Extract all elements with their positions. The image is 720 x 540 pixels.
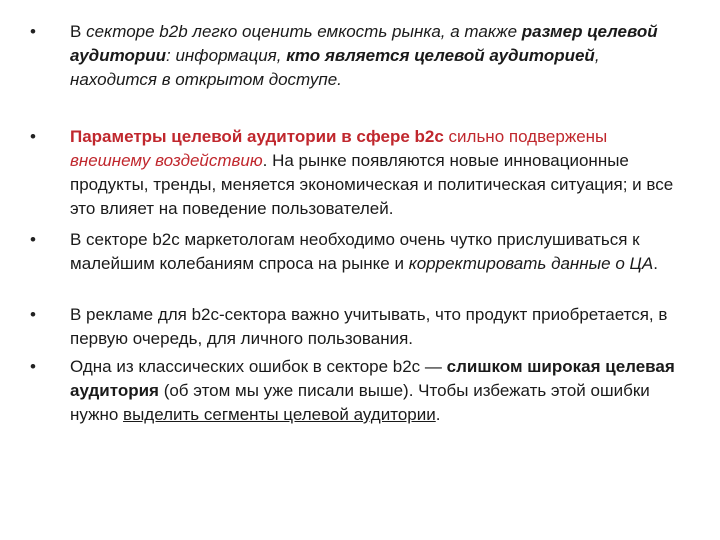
text-run: В (70, 22, 87, 41)
bullet-text (70, 20, 690, 92)
text-run-red-italic: внешнему воздействию (70, 151, 263, 170)
bullet-b2c-advertising (30, 303, 690, 351)
text-run-bold: слишком широкая целевая аудитория (70, 357, 675, 400)
text-run-red-bold: Параметры целевой аудитории в сфере b2c (70, 127, 444, 146)
bullet-text (70, 303, 690, 351)
text-run: . (653, 254, 658, 273)
text-run: В рекламе для b2c-сектора важно учитывать, что продукт приобретается, в первую очередь, для личного пользования. (70, 305, 668, 348)
bullet-text (70, 125, 690, 221)
bullet-b2c-parameters (30, 125, 690, 221)
text-run-bold-italic: кто является целевой аудиторией (286, 46, 595, 65)
bullet-dot: • (30, 22, 36, 41)
bullet-dot: • (30, 305, 36, 324)
text-run: Одна из классических ошибок в секторе b2c — (70, 357, 447, 376)
bullet-dot: • (30, 127, 36, 146)
bullet-dot: • (30, 357, 36, 376)
text-run: (об этом мы уже писали выше). Чтобы избежать этой ошибки нужно (70, 381, 650, 424)
text-run-underlined: выделить сегменты целевой аудитории (123, 405, 436, 424)
bullet-b2b-audience (30, 20, 690, 92)
text-run: . На рынке появляются новые инновационные продукты, тренды, меняется экономическая и политическая ситуация; и все это влияет на поведение пользователей. (70, 151, 674, 218)
text-run-italic: : информация, (166, 46, 287, 65)
text-run-bold-italic: размер целевой аудитории (70, 22, 658, 65)
bullet-text (70, 228, 690, 276)
bullet-text (70, 355, 690, 427)
bullet-b2c-marketers (30, 228, 690, 276)
text-run: В секторе b2c маркетологам необходимо очень чутко прислушиваться к малейшим колебаниям спроса на рынке и (70, 230, 640, 273)
text-run: . (435, 405, 441, 424)
bullet-b2c-classic-mistake (30, 355, 690, 427)
text-run-red: сильно подвержены (443, 127, 608, 146)
text-run-italic: секторе b2b легко оценить емкость рынка, а также (86, 22, 522, 41)
text-run-italic: корректировать данные о ЦА (408, 254, 654, 273)
bullet-dot: • (30, 230, 36, 249)
text-run-italic: , находится в открытом доступе. (70, 46, 600, 89)
